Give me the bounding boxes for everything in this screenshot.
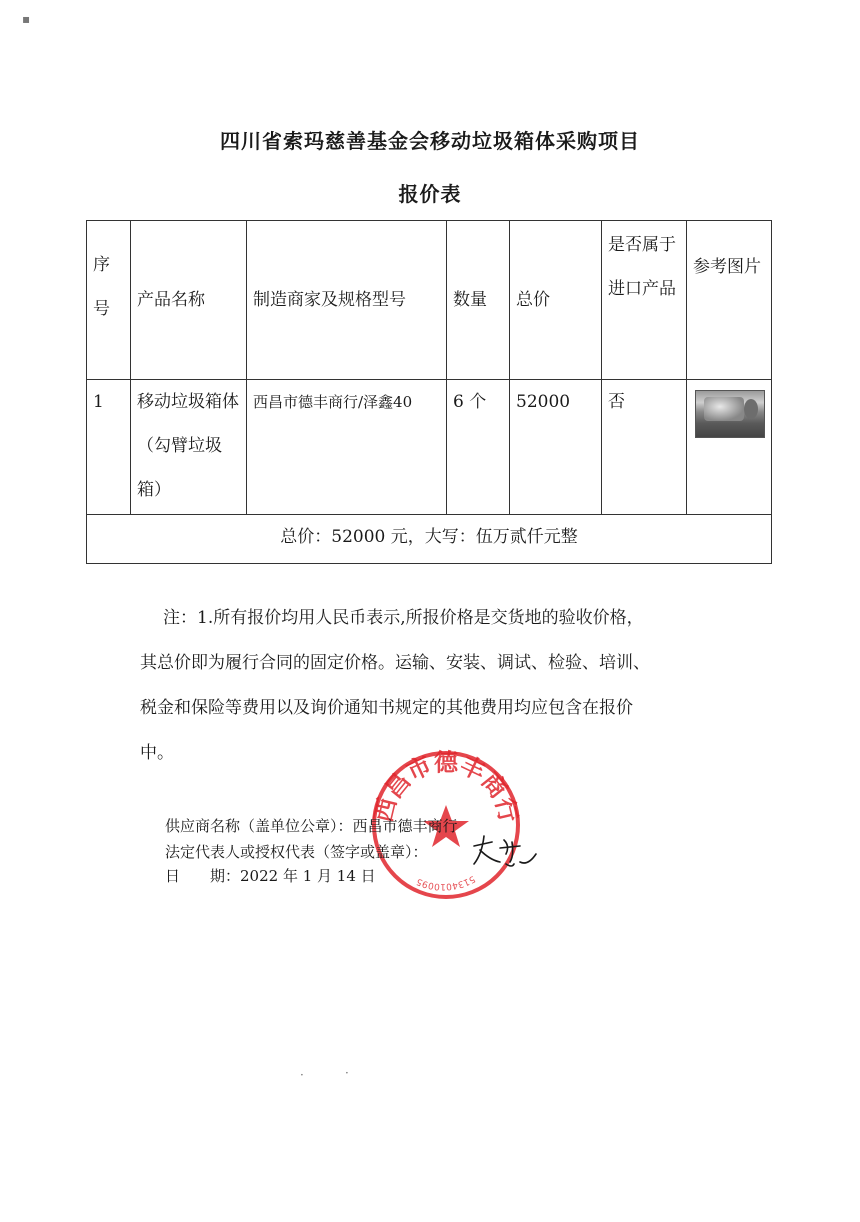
cell-imported: 否 (602, 380, 687, 515)
table-total-row (87, 515, 772, 564)
header-image: 参考图片 (687, 221, 772, 380)
header-total: 总价 (510, 221, 602, 380)
seal-text: 西昌市德丰商行 (369, 748, 523, 826)
garbage-bin-photo (695, 390, 765, 438)
cell-qty: 6 个 (447, 380, 510, 515)
scan-speck: ▪ (22, 12, 31, 26)
scan-speck: · (300, 1068, 304, 1082)
table-header-row (87, 221, 772, 380)
table-row (87, 380, 772, 515)
scan-speck: · (345, 1066, 349, 1080)
header-imported: 是否属于进口产品 (602, 221, 687, 380)
total-summary: 总价：52000 元，大写：伍万贰仟元整 (87, 515, 772, 564)
header-maker: 制造商家及规格型号 (247, 221, 447, 380)
cell-seq: 1 (87, 380, 131, 515)
note-line-2: 其总价即为履行合同的固定价格。运输、安装、调试、检验、培训、 (140, 653, 650, 673)
handwritten-signature (470, 832, 540, 872)
cell-maker: 西昌市德丰商行/泽鑫40 (247, 380, 447, 515)
cell-product: 移动垃圾箱体（勾臂垃圾箱） (131, 380, 247, 515)
note-line-1: 注：1.所有报价均用人民币表示,所报价格是交货地的验收价格， (163, 608, 644, 628)
svg-text:5134010095 (415, 873, 476, 891)
header-product: 产品名称 (131, 221, 247, 380)
document-subtitle: 报价表 (398, 182, 462, 206)
header-qty: 数量 (447, 221, 510, 380)
cell-total: 52000 (510, 380, 602, 515)
header-seq: 序号 (87, 221, 131, 380)
supplier-line: 供应商名称（盖单位公章）：西昌市德丰商行 (165, 817, 458, 835)
cell-image (687, 380, 772, 515)
seal-code: 5134010095 (415, 873, 477, 892)
representative-line: 法定代表人或授权代表（签字或盖章）： (165, 843, 428, 861)
date-line: 日 期：2022 年 1 月 14 日 (165, 867, 376, 885)
note-line-4: 中。 (140, 743, 174, 763)
quote-table (86, 220, 772, 564)
document-title: 四川省索玛慈善基金会移动垃圾箱体采购项目 (220, 129, 640, 153)
note-line-3: 税金和保险等费用以及询价通知书规定的其他费用均应包含在报价 (140, 698, 633, 718)
